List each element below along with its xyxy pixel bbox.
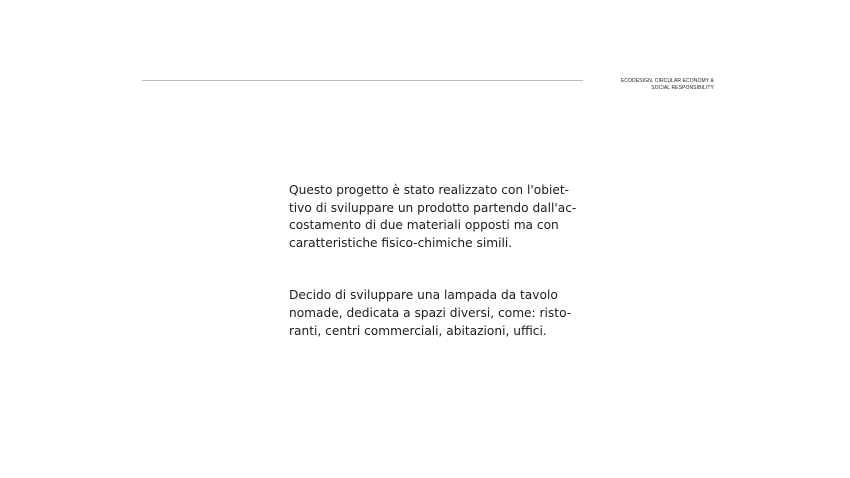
- paragraph-project-goal: [289, 182, 577, 252]
- text-line: costamento di due materiali opposti ma con: [289, 218, 559, 233]
- text-line: nomade, dedicata a spazi diversi, come: risto-: [289, 305, 572, 320]
- text-line: ranti, centri commerciali, abitazioni, uffici.: [289, 323, 547, 338]
- text-line: caratteristiche fisico-chimiche simili.: [289, 235, 513, 250]
- paragraph-lamp-description: [289, 287, 572, 340]
- text-line: Questo progetto è stato realizzato con l'obiet-: [289, 183, 570, 197]
- section-title-line-1: ECODESIGN, CIRCULAR ECONOMY &: [620, 78, 714, 84]
- body-text: [289, 182, 577, 340]
- section-title: [574, 78, 714, 92]
- text-line: tivo di sviluppare un prodotto partendo dall'ac-: [289, 200, 577, 215]
- text-line: Decido di sviluppare una lampada da tavolo: [289, 288, 558, 303]
- section-title-line-2: SOCIAL RESPONSIBILITY: [651, 85, 714, 91]
- header-divider: [142, 80, 583, 81]
